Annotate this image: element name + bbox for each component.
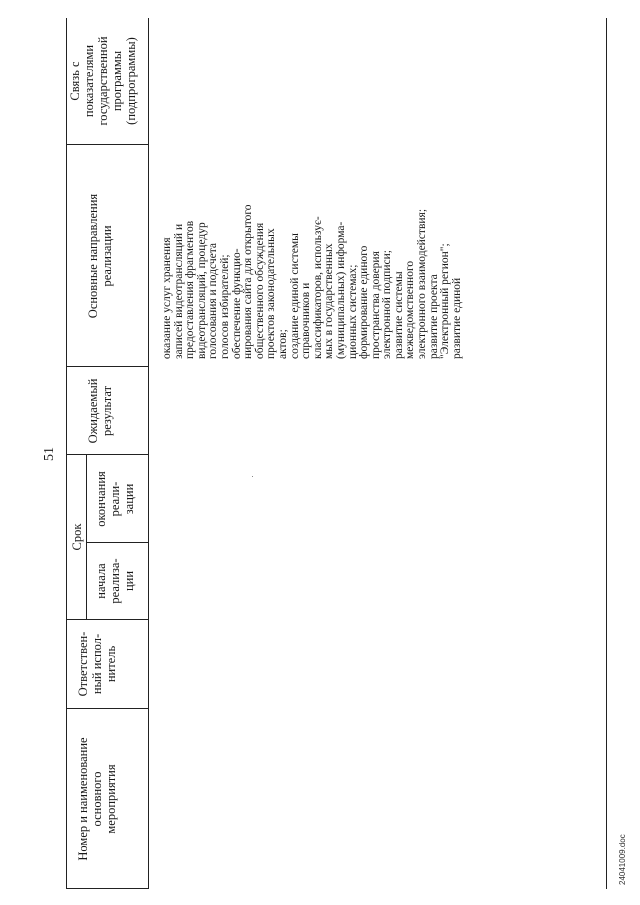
column-divider-3 <box>66 619 148 620</box>
header-link-to-indicators: Связь с показателями государственной программы (подпрограммы) <box>68 36 138 126</box>
main-directions-cell: оказание услуг хранения записей видеотрансляций и предоставления фрагментов видеотрансляций, процедур голосования и подсчета голосов избирателей; обеспечение функцио- нирования сайта для открытого общественного обсуждения проектов законодательных актов; создание единой системы справочников и классификаторов, использує- мых в государственных (муниципальных) информа- ционных системах; формирование единого пространства доверия электронной подписи; развитие системы межведомственного электронного взаимодействия; развитие проекта "Электронный регион"; развитие единой <box>161 204 463 359</box>
header-start: начала реализа- ции <box>94 558 136 604</box>
header-expected-result: Ожидаемый результат <box>86 378 114 444</box>
srok-divider <box>86 455 87 620</box>
file-reference: 24041009.doc <box>618 834 627 885</box>
column-divider-4 <box>86 542 148 543</box>
table-bottom-border <box>606 18 607 889</box>
column-divider-1 <box>66 888 148 889</box>
column-divider-2 <box>66 708 148 709</box>
header-srok: Срок <box>70 523 84 551</box>
column-divider-6 <box>66 366 148 367</box>
table-header-bottom-border <box>148 18 149 889</box>
header-main-directions: Основные направления реализации <box>86 193 114 319</box>
scan-speck <box>252 476 253 477</box>
header-end: окончания реали- зации <box>94 471 136 527</box>
column-divider-7 <box>66 144 148 145</box>
page-number: 51 <box>42 447 57 461</box>
header-number-and-name: Номер и наименование основного мероприятия <box>76 737 118 861</box>
header-executor: Ответствен- ный испол- нитель <box>76 631 118 697</box>
